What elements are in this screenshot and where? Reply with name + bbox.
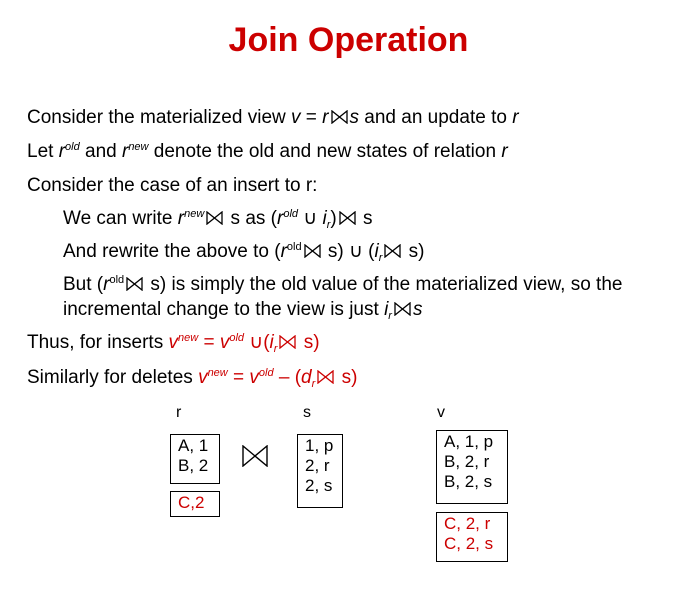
sub-r: r [378,252,383,264]
view-v-table [436,430,508,504]
table-row: 2, r [305,456,330,475]
line-old-new [27,140,508,164]
text: = [227,367,250,388]
text: Consider the materialized view [27,107,292,128]
text: s [357,208,373,229]
var-v: v [168,332,178,353]
sub-r: r [273,343,278,355]
table-row: C, 2, s [444,534,494,553]
var-d: d [301,367,312,388]
var-s: s [349,107,359,128]
line-incremental-change [63,298,422,322]
table-row: A, 1, p [444,432,494,451]
slide-title: Join Operation [228,21,469,59]
text: s) [336,367,358,388]
table-row: A, 1 [178,436,209,455]
text: And rewrite the above to ( [63,241,281,262]
sup-new: new [184,208,205,220]
join-icon [304,244,321,258]
line-write-new [63,207,373,231]
sup-old: old [109,274,125,286]
sup-old: old [229,332,245,344]
text: ∪ [298,208,323,229]
text: s) [298,332,320,353]
text: – ( [273,367,302,388]
var-i: i [384,299,389,320]
line-old-value [63,273,622,297]
var-i: i [269,332,274,353]
sub-r: r [388,310,392,322]
line-insert-case: Consider the case of an insert to r: [27,175,318,196]
var-i: i [322,208,327,229]
var-r: r [512,107,519,128]
var-v: v [219,332,230,353]
text: s) ∪ ( [322,241,375,262]
join-icon [206,211,223,225]
sup-old: old [283,208,299,220]
text: s) [403,241,425,262]
join-icon [331,110,348,124]
text: Similarly for deletes [27,367,199,388]
sub-r: r [311,378,316,390]
text: s as ( [225,208,277,229]
label-r: r [176,404,182,421]
table-row: 2, s [305,476,333,495]
join-icon [126,277,143,291]
text: and [79,141,122,162]
table-row: C,2 [178,493,205,512]
table-row: 1, p [305,436,334,455]
sup-new: new [128,141,149,153]
line-rewrite [63,240,425,264]
table-row: B, 2, r [444,452,490,471]
label-v: v [437,404,445,421]
var-r: r [177,208,185,229]
var-r: r [501,141,508,162]
var-v: v [198,367,208,388]
table-row: B, 2, s [444,472,493,491]
var-i: i [374,241,379,262]
var-v: v [249,367,259,388]
text: ∪( [244,332,270,353]
sup-old: old [65,141,80,153]
text: We can write [63,208,178,229]
line-inserts [27,331,320,355]
text: Thus, for inserts [27,332,169,353]
text: Let [27,141,59,162]
join-icon [339,211,356,225]
view-v-insert [436,512,508,562]
table-row: C, 2, r [444,514,491,533]
var-r: r [103,274,110,295]
text: ) [330,208,337,229]
join-icon [384,244,401,258]
text: But ( [63,274,104,295]
var-r: r [58,141,66,162]
text: = [300,107,323,128]
text: and an update to [359,107,513,128]
text: incremental change to the view is just [63,299,385,320]
sup-new: new [207,367,228,379]
join-icon [242,445,268,467]
text: denote the old and new states of relation [148,141,502,162]
insert-formula [169,332,320,353]
join-icon [394,302,411,316]
label-s: s [303,404,311,421]
text: = [198,332,220,353]
var-r: r [121,141,129,162]
line-deletes [27,366,357,390]
var-s: s [412,299,423,320]
table-row: B, 2 [178,456,209,475]
relation-r-table [170,434,220,484]
var-r: r [277,208,284,229]
sup-old: old [258,367,274,379]
var-v: v [291,107,301,128]
text: s) is simply the old value of the materialized view, so the [145,274,623,295]
sup-new: new [178,332,199,344]
relation-s-table [297,434,343,508]
delete-formula [198,367,357,388]
join-icon [317,370,334,384]
var-r: r [322,107,329,128]
relation-r-insert [170,491,220,517]
sub-r: r [326,219,331,231]
var-r: r [280,241,287,262]
sup-old: old [286,241,302,253]
join-icon [279,335,296,349]
line-materialized-view [27,106,519,130]
